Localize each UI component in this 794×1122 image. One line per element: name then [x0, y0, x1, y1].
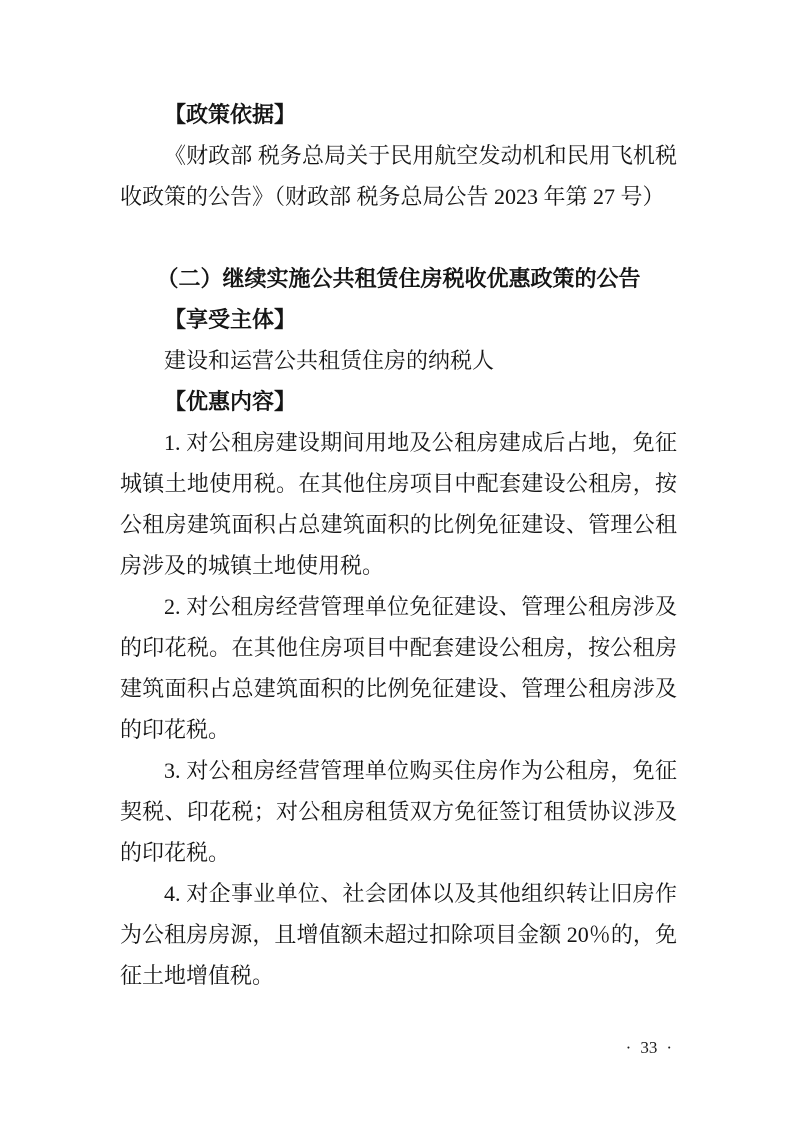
- policy-basis-heading: 【政策依据】: [164, 102, 297, 127]
- benefit-item-2: 2. 对公租房经营管理单位免征建设、管理公租房涉及的印花税。在其他住房项目中配套建设公租房，按公租房建筑面积占总建筑面积的比例免征建设、管理公租房涉及的印花税。: [120, 594, 677, 742]
- benefit-heading: 【优惠内容】: [164, 389, 297, 414]
- beneficiary-heading: 【享受主体】: [164, 307, 297, 332]
- benefit-item-1: 1. 对公租房建设期间用地及公租房建成后占地，免征城镇土地使用税。在其他住房项目中配套建设公租房，按公租房建筑面积占总建筑面积的比例免征建设、管理公租房涉及的城镇土地使用税。: [120, 430, 677, 578]
- benefit-item-4: 4. 对企事业单位、社会团体以及其他组织转让旧房作为公租房房源，且增值额未超过扣除项目金额 20％的，免征土地增值税。: [120, 881, 677, 988]
- benefit-item-3: 3. 对公租房经营管理单位购买住房作为公租房，免征契税、印花税；对公租房租赁双方免征签订租赁协议涉及的印花税。: [120, 758, 677, 865]
- footer-dot-left: ·: [625, 1038, 632, 1057]
- page-number: 33: [640, 1038, 658, 1057]
- footer-dot-right: ·: [666, 1038, 672, 1057]
- section-title: （二）继续实施公共租赁住房税收优惠政策的公告: [156, 266, 641, 291]
- policy-basis-text: 《财政部 税务总局关于民用航空发动机和民用飞机税收政策的公告》（财政部 税务总局公告 2023 年第 27 号）: [120, 143, 677, 209]
- page-footer: [626, 1038, 672, 1058]
- page-content: [120, 94, 677, 996]
- beneficiary-text: 建设和运营公共租赁住房的纳税人: [164, 348, 495, 373]
